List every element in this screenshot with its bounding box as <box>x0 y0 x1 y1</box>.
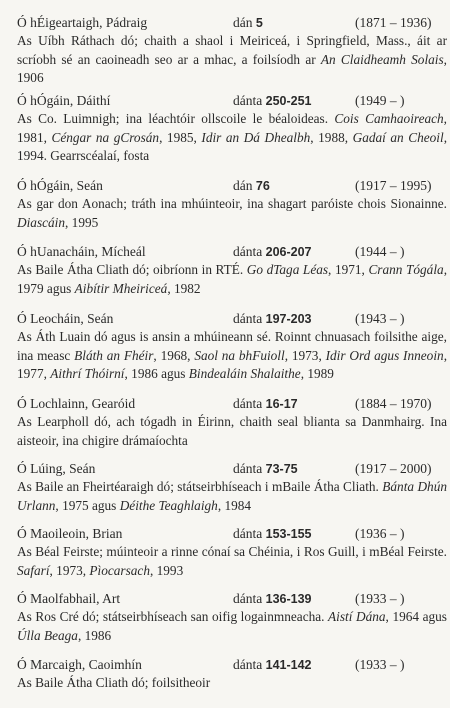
poem-numbers: dánta 136-139 <box>233 591 312 606</box>
author-bio: As Ros Cré dó; státseirbhíseach san oifig logainmneacha. Aistí Dána, 1964 agus Úlla Beaga, 1986 <box>17 609 447 643</box>
book-title: Diascáin <box>17 214 66 230</box>
book-title: An Claidheamh Solais <box>320 51 444 67</box>
book-title: Crann Tógála <box>368 262 444 277</box>
book-title: Bánta Dhún Urlann <box>17 479 447 513</box>
book-title: Gadaí an Cheoil <box>352 129 444 145</box>
life-years: (1933 – ) <box>355 591 405 606</box>
author-bio: As Béal Feirste; múinteoir a rinne cónaí sa Chéinia, i Ros Guill, i mBéal Feirste. Safarí, 1973, Pìocarsach, 1993 <box>17 544 447 578</box>
poem-numbers: dánta 16-17 <box>233 396 298 411</box>
author-name: Ó Marcaigh, Caoimhín <box>17 657 142 672</box>
book-title: Safarí <box>17 562 50 578</box>
life-years: (1943 – ) <box>355 311 405 326</box>
poem-numbers: dánta 197-203 <box>233 311 312 326</box>
entry <box>17 243 447 298</box>
poem-numbers: dán 76 <box>233 178 270 193</box>
life-years: (1936 – ) <box>355 526 405 541</box>
entry <box>17 14 447 88</box>
book-title: Aistí Dána <box>328 609 386 624</box>
author-name: Ó Maolfabhail, Art <box>17 591 121 606</box>
book-title: Go dTaga Léas <box>246 262 329 277</box>
poem-numbers: dánta 206-207 <box>233 244 312 259</box>
author-name: Ó hÓgáin, Seán <box>17 178 103 193</box>
author-bio: As Co. Luimnigh; ina léachtóir ollscoile le béaloideas. Cois Camhaoireach, 1981, Céngar na gCrosán, 1985, Idir an Dá Dhealbh, 1988, Gadaí an Cheoil, 1994. Gearrscéalaí, fosta <box>17 111 448 163</box>
author-name: Ó Leocháin, Seán <box>17 311 114 326</box>
life-years: (1933 – ) <box>355 657 405 672</box>
author-bio: As Baile Átha Cliath dó; oibríonn in RTÉ. Go dTaga Léas, 1971, Crann Tógála, 1979 agus Aibítir Mheiriceá, 1982 <box>17 262 448 296</box>
poem-numbers: dán 5 <box>233 15 263 30</box>
entry <box>17 395 447 450</box>
entry <box>17 525 447 580</box>
life-years: (1917 – 1995) <box>355 178 432 193</box>
entry <box>17 310 447 384</box>
author-bio: As Áth Luain dó agus is ansin a mhúineann sé. Roinnt chnuasach foilsithe aige, ina measc Bláth an Fhéir, 1968, Saol na bhFuioll, 1973, Idir Ord agus Inneoin, 1977, Aithrí Thóirní, 1986 agus Bindealáin Shalaithe, 1989 <box>17 329 448 381</box>
book-title: Bindealáin Shalaithe <box>188 366 301 381</box>
book-title: Céngar na gCrosán <box>51 129 160 145</box>
author-bio: As Baile Átha Cliath dó; foilsitheoir <box>17 675 211 690</box>
author-name: Ó hÉigeartaigh, Pádraig <box>17 15 148 30</box>
author-name: Ó hUanacháin, Mícheál <box>17 244 146 259</box>
entry <box>17 460 447 515</box>
life-years: (1917 – 2000) <box>355 461 432 476</box>
book-title: Aibítir Mheiriceá <box>74 280 168 296</box>
author-name: Ó hÓgáin, Dáithí <box>17 93 111 108</box>
author-bio: As gar don Aonach; tráth ina mhúinteoir, ina shagart paróiste chois Sionainne. Diascáin, 1995 <box>17 196 447 230</box>
book-title: Aithrí Thóirní <box>50 366 125 381</box>
book-title: Idir Ord agus Inneoin <box>325 347 444 363</box>
life-years: (1884 – 1970) <box>355 396 432 411</box>
book-title: Déithe Teaghlaigh <box>119 497 218 513</box>
author-name: Ó Lochlainn, Gearóid <box>17 396 136 411</box>
author-name: Ó Maoileoin, Brian <box>17 526 123 541</box>
entry <box>17 590 447 645</box>
book-title: Bláth an Fhéir <box>74 347 154 363</box>
poem-numbers: dánta 141-142 <box>233 657 312 672</box>
book-title: Saol na bhFuioll <box>194 347 285 363</box>
life-years: (1871 – 1936) <box>355 15 432 30</box>
book-title: Idir an Dá Dhealbh <box>201 129 311 145</box>
author-bio: As Learpholl dó, ach tógadh in Éirinn, chaith seal blianta sa Danmhairg. Ina aisteoir, ina chigire drámaíochta <box>17 414 447 448</box>
entry <box>17 656 447 693</box>
poem-numbers: dánta 73-75 <box>233 461 298 476</box>
poem-numbers: dánta 153-155 <box>233 526 312 541</box>
book-title: Cois Camhaoireach <box>334 111 444 126</box>
life-years: (1949 – ) <box>355 93 405 108</box>
book-title: Úlla Beaga <box>17 627 78 643</box>
author-bio: As Uíbh Ráthach dó; chaith a shaol i Meiriceá, i Springfield, Mass., áit ar scríobh sé an caoineadh seo ar a mhac, a foilsíodh ar An Claidheamh Solais, 1906 <box>17 33 447 85</box>
entry <box>17 92 447 166</box>
author-name: Ó Lúing, Seán <box>17 461 96 476</box>
author-bio: As Baile an Fheirtéaraigh dó; státseirbhíseach i mBaile Átha Cliath. Bánta Dhún Urlann, 1975 agus Déithe Teaghlaigh, 1984 <box>17 479 447 513</box>
entry <box>17 177 447 232</box>
poem-numbers: dánta 250-251 <box>233 93 312 108</box>
book-title: Pìocarsach <box>89 562 150 578</box>
life-years: (1944 – ) <box>355 244 405 259</box>
